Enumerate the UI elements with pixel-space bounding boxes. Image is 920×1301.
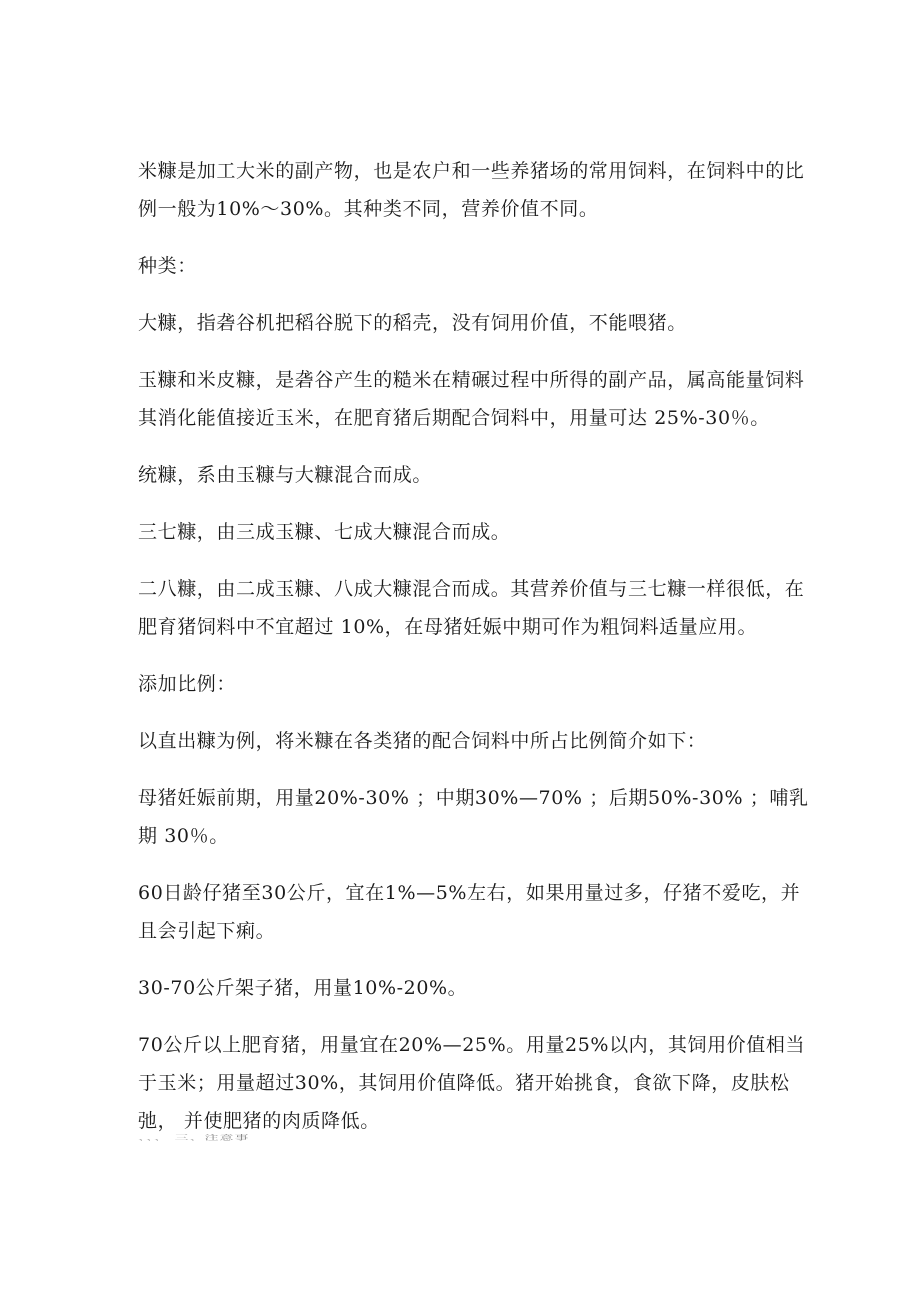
paragraph-tongkang: 统糠，系由玉糠与大糠混合而成。 [138, 464, 433, 486]
paragraph-finisher: 70公斤以上肥育猪，用量宜在20%—25%。用量25%以内，其饲用价值相当 于玉米；用量超过30%，其饲用价值降低。猪开始挑食，食欲下降，皮肤松弛， 并使肥猪的肉质降低。 [138, 1034, 806, 1132]
heading-ratio: 添加比例： [138, 673, 237, 695]
document-body [138, 152, 810, 1140]
paragraph-ratio-intro: 以直出糠为例，将米糠在各类猪的配合饲料中所占比例简介如下： [138, 730, 707, 752]
paragraph-sow: 母猪妊娠前期，用量20%-30% ；中期30%—70% ；后期50%-30% ；哺乳期 30％。 [138, 787, 809, 847]
paragraph-sanqikang: 三七糠，由三成玉糠、七成大糠混合而成。 [138, 521, 511, 543]
paragraph-yukang: 玉糠和米皮糠，是砻谷产生的糙米在精碾过程中所得的副产品，属高能量饲料其消化能值接近玉米，在肥育猪后期配合饲料中，用量可达 25%-30％。 [138, 369, 805, 429]
paragraph-piglet: 60日龄仔猪至30公斤，宜在1%—5%左右，如果用量过多，仔猪不爱吃，并 且会引起下痢。 [138, 882, 801, 942]
paragraph-erbakang: 二八糠，由二成玉糠、八成大糠混合而成。其营养价值与三七糠一样很低，在肥育猪饲料中不宜超过 10%，在母猪妊娠中期可作为粗饲料适量应用。 [138, 578, 805, 638]
cut-off-heading-fragment: 、、、 三、注意事 [138, 1133, 250, 1142]
paragraph-intro: 米糠是加工大米的副产物，也是农户和一些养猪场的常用饲料，在饲料中的比例一般为10%～30%。其种类不同，营养价值不同。 [138, 160, 805, 220]
paragraph-dakang: 大糠，指砻谷机把稻谷脱下的稻壳，没有饲用价值，不能喂猪。 [138, 312, 687, 334]
heading-types: 种类： [138, 255, 197, 277]
paragraph-grower: 30-70公斤架子猪，用量10%-20%。 [138, 977, 468, 999]
